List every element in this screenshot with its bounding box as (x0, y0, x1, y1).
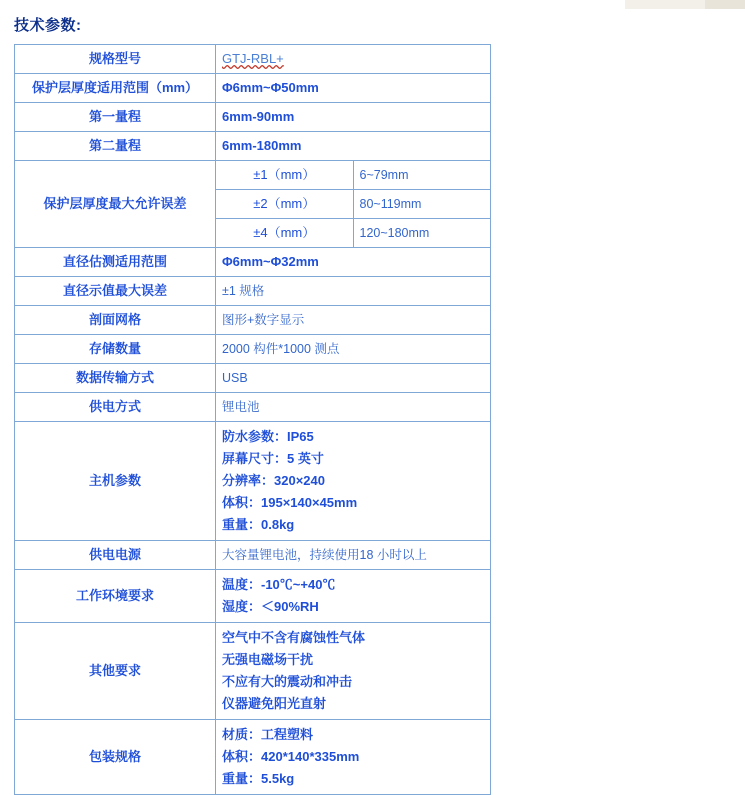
row-sublabel: ±4（mm） (216, 219, 354, 248)
row-value: Φ6mm~Φ32mm (216, 248, 491, 277)
row-value: USB (216, 364, 491, 393)
table-row (15, 422, 491, 541)
table-body (15, 45, 491, 795)
table-row (15, 277, 491, 306)
row-label: 直径示值最大误差 (15, 277, 216, 306)
row-value-line: 无强电磁场干扰 (222, 652, 314, 667)
row-label: 主机参数 (15, 422, 216, 541)
row-label: 存储数量 (15, 335, 216, 364)
row-value-block (216, 720, 491, 795)
table-row (15, 541, 491, 570)
row-value-block (216, 422, 491, 541)
row-label: 包装规格 (15, 720, 216, 795)
table-row (15, 45, 491, 74)
row-value: Φ6mm~Φ50mm (216, 74, 491, 103)
corner-decoration-inner (705, 0, 745, 9)
row-value-block (216, 570, 491, 623)
row-label: 供电电源 (15, 541, 216, 570)
row-label: 数据传输方式 (15, 364, 216, 393)
row-value: 大容量锂电池，持续使用18 小时以上 (216, 541, 491, 570)
table-row (15, 103, 491, 132)
row-value-block (216, 623, 491, 720)
row-value-line: 空气中不含有腐蚀性气体 (222, 630, 366, 645)
row-value: GTJ-RBL+ (216, 45, 491, 74)
row-value: 锂电池 (216, 393, 491, 422)
table-row (15, 393, 491, 422)
row-value: 2000 构件*1000 测点 (216, 335, 491, 364)
row-label: 保护层厚度适用范围（mm） (15, 74, 216, 103)
row-value: 120~180mm (353, 219, 491, 248)
row-value-line: 体积：195×140×45mm (222, 495, 358, 510)
row-sublabel: ±2（mm） (216, 190, 354, 219)
row-value-line: 屏幕尺寸：5 英寸 (222, 451, 324, 466)
page-title: 技术参数: (14, 17, 82, 34)
table-row (15, 132, 491, 161)
table-row (15, 306, 491, 335)
row-value: 6mm-180mm (216, 132, 491, 161)
row-value-line: 重量：5.5kg (222, 771, 295, 786)
table-row (15, 623, 491, 720)
row-label: 第二量程 (15, 132, 216, 161)
row-value-line: 重量：0.8kg (222, 517, 295, 532)
row-label: 其他要求 (15, 623, 216, 720)
row-value: ±1 规格 (216, 277, 491, 306)
row-value-line: 仪器避免阳光直射 (222, 696, 327, 711)
row-value-line: 不应有大的震动和冲击 (222, 674, 353, 689)
table-row (15, 364, 491, 393)
row-label: 剖面网格 (15, 306, 216, 335)
row-label: 直径估测适用范围 (15, 248, 216, 277)
table-row (15, 161, 491, 190)
row-value: 80~119mm (353, 190, 491, 219)
table-row (15, 74, 491, 103)
row-label: 工作环境要求 (15, 570, 216, 623)
row-value: 6mm-90mm (216, 103, 491, 132)
specifications-table (14, 44, 491, 795)
row-value-line: 体积：420*140*335mm (222, 749, 360, 764)
table-row (15, 335, 491, 364)
row-value: 6~79mm (353, 161, 491, 190)
row-label: 保护层厚度最大允许误差 (15, 161, 216, 248)
row-value-line: 湿度：＜90%RH (222, 599, 319, 614)
row-label: 供电方式 (15, 393, 216, 422)
row-value-line: 防水参数：IP65 (222, 429, 314, 444)
table-row (15, 248, 491, 277)
row-value-line: 材质：工程塑料 (222, 727, 314, 742)
row-sublabel: ±1（mm） (216, 161, 354, 190)
row-label: 规格型号 (15, 45, 216, 74)
row-label: 第一量程 (15, 103, 216, 132)
row-value-line: 分辨率：320×240 (222, 473, 325, 488)
row-value: 图形+数字显示 (216, 306, 491, 335)
table-row (15, 570, 491, 623)
row-value-line: 温度：-10℃~+40℃ (222, 577, 336, 592)
table-row (15, 720, 491, 795)
